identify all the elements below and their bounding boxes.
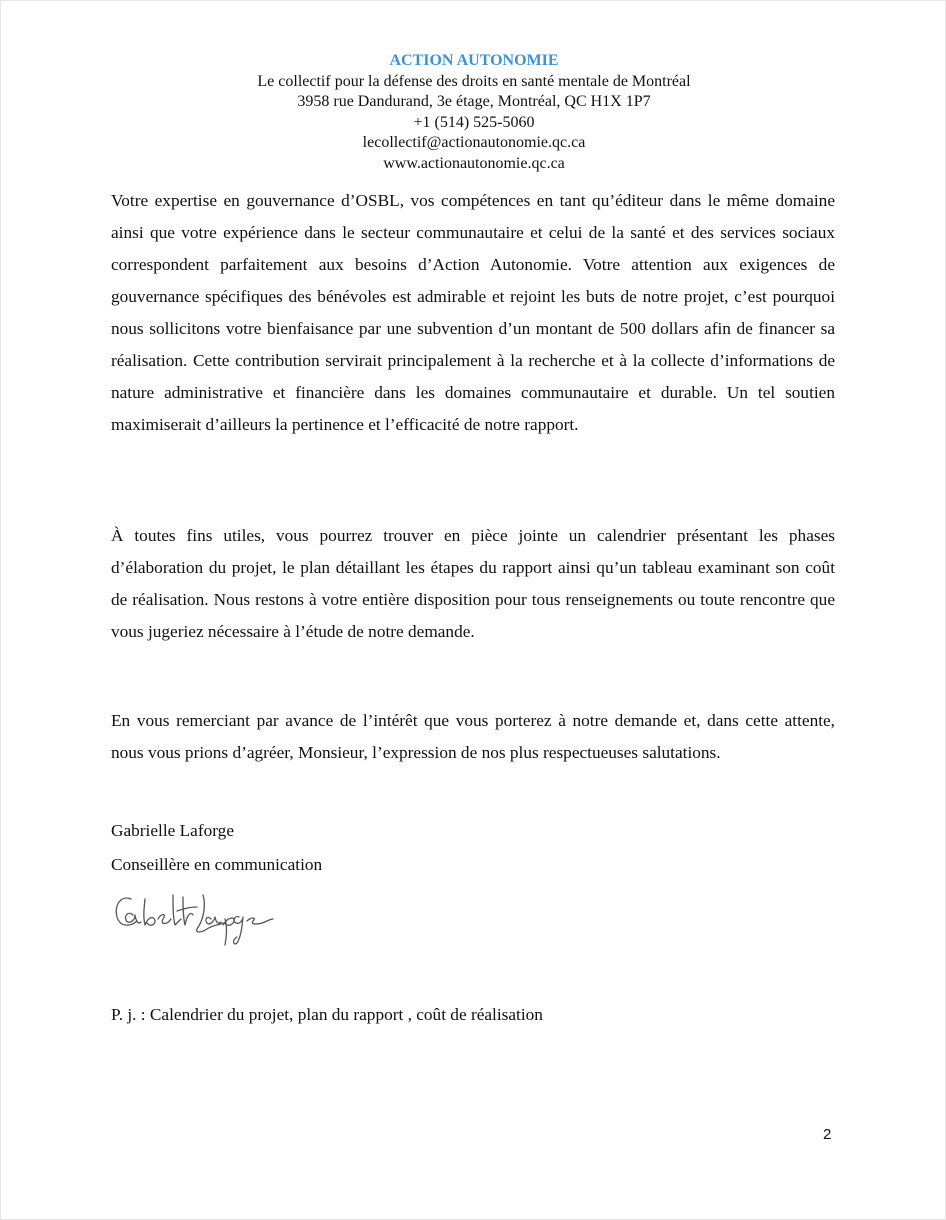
organization-website: www.actionautonomie.qc.ca — [383, 154, 565, 172]
letterhead — [1, 51, 946, 174]
organization-phone: +1 (514) 525-5060 — [413, 113, 535, 131]
body-paragraph-2: À toutes fins utiles, vous pourrez trouver en pièce jointe un calendrier présentant les phases d’élaboration du projet, le plan détaillant les étapes du rapport ainsi qu’un tableau examinant son coût de réalisation. Nous restons à votre entière disposition pour tous renseignements ou toute rencontre que vous jugeriez nécessaire à l’étude de notre demande. — [111, 526, 835, 641]
organization-tagline: Le collectif pour la défense des droits en santé mentale de Montréal — [257, 72, 691, 90]
signer-name: Gabrielle Laforge — [111, 821, 234, 840]
handwritten-signature — [111, 885, 276, 951]
body-paragraph-3: En vous remerciant par avance de l’intérêt que vous porterez à notre demande et, dans cette attente, nous vous prions d’agréer, Monsieur, l’expression de nos plus respectueuses salutations. — [111, 711, 835, 762]
page-number: 2 — [823, 1126, 832, 1143]
organization-address: 3958 rue Dandurand, 3e étage, Montréal, QC H1X 1P7 — [297, 93, 651, 110]
body-paragraph-1: Votre expertise en gouvernance d’OSBL, vos compétences en tant qu’éditeur dans le même domaine ainsi que votre expérience dans le secteur communautaire et celui de la santé et des services sociaux correspondent parfaitement aux besoins d’Action Autonomie. Votre attention aux exigences de gouvernance spécifiques des bénévoles est admirable et rejoint les buts de notre projet, c’est pourquoi nous sollicitons votre bienfaisance par une subvention d’un montant de 500 dollars afin de financer sa réalisation. Cette contribution servirait principalement à la recherche et à la collecte d’informations de nature administrative et financière dans les domaines communautaire et durable. Un tel soutien maximiserait d’ailleurs la pertinence et l’efficacité de notre rapport. — [111, 191, 835, 434]
enclosures-line: P. j. : Calendrier du projet, plan du rapport , coût de réalisation — [111, 1005, 543, 1024]
organization-email: lecollectif@actionautonomie.qc.ca — [362, 134, 586, 151]
organization-name: ACTION AUTONOMIE — [389, 52, 559, 69]
signer-title: Conseillère en communication — [111, 855, 323, 874]
